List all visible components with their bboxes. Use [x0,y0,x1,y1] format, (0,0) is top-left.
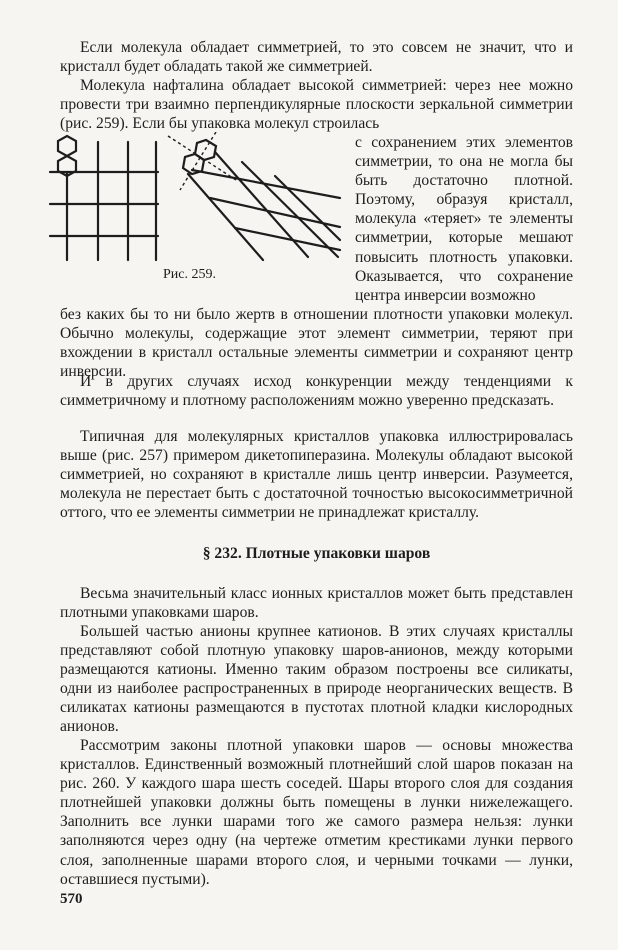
paragraph-inversion-center: без каких бы то ни было жертв в отношении плотности упаковки молекул. Обычно молекулы, содержащие этот элемент симметрии, теряют при вхождении в кристалл остальные элементы симметрии и сохраняют центр инверсии. [60,306,573,381]
page-number: 570 [60,891,83,907]
rectangular-grid [50,142,158,260]
naphthalene-ring-top [58,136,76,156]
section-title: § 232. Плотные упаковки шаров [202,545,431,562]
figure-259-naphthalene-packing [40,132,345,262]
paragraph-diketopiperazine: Типичная для молекулярных кристаллов упаковка иллюстрировалась выше (рис. 257) примером дикетопиперазина. Молекулы обладают высокой симметрией, но сохраняют в кристалле лишь центр инверсии. Разумеется, молекула не перестает быть с достаточной точностью высокосимметричной оттого, что ее элементы симметрии не принадлежат кристаллу. [60,428,573,522]
oblique-grid [188,152,340,260]
symmetry-plane-line-2 [180,132,216,190]
paragraph-ionic-crystals: Весьма значительный класс ионных кристаллов может быть представлен плотными упаковками шаров. [60,585,573,622]
paragraph-competition: И в других случаях исход конкуренции между тенденциями к симметричному и плотному расположениям можно уверенно предсказать. [60,373,573,410]
paragraph-naphthalene: Молекула нафталина обладает высокой симметрией: через нее можно провести три взаимно перпендикулярные плоскости зеркальной симметрии (рис. 259). Если бы упаковка молекул строилась [60,77,573,133]
paragraph-symmetry-intro: Если молекула обладает симметрией, то это совсем не значит, что и кристалл будет обладать такой же симметрией. [60,39,573,76]
paragraph-naphthalene-wrap: с сохранением этих элементов симметрии, то она не могла бы быть достаточно плотной. Поэтому, образуя кристалл, молекула «теряет» те элементы симметрии, которые мешают повысить плотность упаковки. Оказывается, что сохранение центра инверсии возможно [355,134,573,304]
figure-caption: Рис. 259. [163,267,216,282]
paragraph-close-packing: Рассмотрим законы плотной упаковки шаров — основы множества кристаллов. Единственный возможный плотнейший слой шаров показан на рис. 260. У каждого шара шесть соседей. Шары второго слоя для создания плотнейшей упаковки должны быть помещены в лунки нижележащего. Заполнить все лунки шарами того же самого размера нельзя: лунки заполняются через одну (на чертеже отметим крестиками лунки первого слоя, заполненные шарами второго слоя, и черными точками — лунки, оставшиеся пустыми). [60,737,573,888]
paragraph-anions-cations: Большей частью анионы крупнее катионов. В этих случаях кристаллы представляют собой плотную упаковку шаров-анионов, между которыми размещаются катионы. Именно таким образом построены все силикаты, одни из наиболее распространенных в природе неорганических веществ. В силикатах катионы размещаются в пустотах плотной кладки кислородных анионов. [60,623,573,736]
